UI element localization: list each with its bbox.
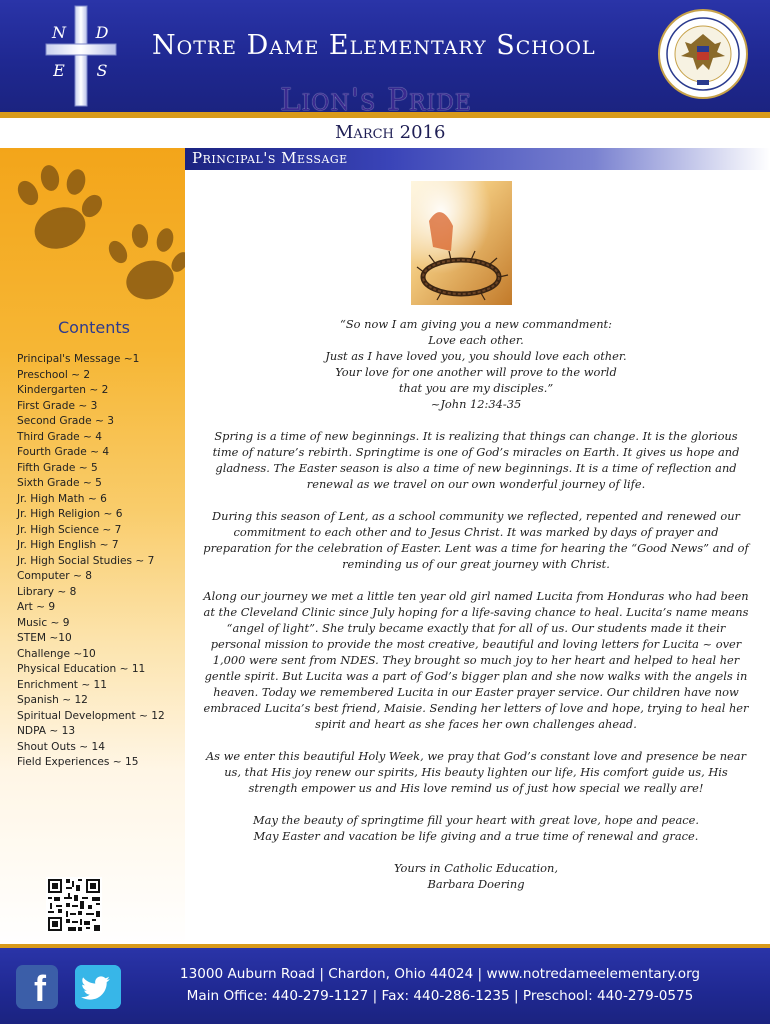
contents-item: Physical Education ~ 11 — [17, 663, 146, 675]
contents-item: Enrichment ~ 11 — [17, 678, 108, 691]
contents-item: Third Grade ~ 4 — [17, 430, 103, 443]
footer-address: 13000 Auburn Road | Chardon, Ohio 44024 | www.notredameelementary.org — [179, 966, 701, 982]
section-title: Principal's Message — [192, 149, 348, 167]
scripture-verse — [202, 316, 750, 412]
school-name: Notre Dame Elementary School — [152, 30, 596, 61]
verse-line: that you are my disciples.” — [398, 381, 554, 395]
contents-item: STEM ~10 — [17, 632, 72, 644]
facebook-icon[interactable]: f — [16, 965, 58, 1009]
contents-item: Preschool ~ 2 — [17, 368, 91, 381]
contents-item: Spanish ~ 12 — [17, 694, 88, 706]
contents-item: Music ~ 9 — [17, 616, 70, 629]
contents-item: Jr. High English ~ 7 — [17, 539, 119, 551]
verse-line: Just as I have loved you, you should love each other. — [325, 349, 627, 363]
principals-message — [202, 316, 750, 892]
blessing-line: May the beauty of springtime fill your heart with great love, hope and peace. — [253, 813, 699, 827]
logo-letter-e: E — [53, 61, 65, 80]
contents-item: Field Experiences ~ 15 — [17, 756, 139, 768]
contents-item: Fourth Grade ~ 4 — [17, 446, 110, 458]
contents-item: Second Grade ~ 3 — [17, 415, 115, 427]
logo-letter-n: N — [52, 23, 66, 42]
contents-item: Jr. High Science ~ 7 — [17, 523, 122, 536]
contents-item: First Grade ~ 3 — [17, 399, 98, 412]
contents-item: Jr. High Religion ~ 6 — [17, 508, 123, 520]
footer-phone-numbers: Main Office: 440-279-1127 | Fax: 440-286-1235 | Preschool: 440-279-0575 — [186, 988, 694, 1004]
contents-item: Sixth Grade ~ 5 — [17, 477, 102, 489]
verse-citation: ~John 12:34-35 — [430, 397, 522, 411]
contents-item: Jr. High Social Studies ~ 7 — [17, 554, 155, 567]
closing: Yours in Catholic Education, — [394, 861, 558, 875]
contents-item: Challenge ~10 — [17, 647, 96, 660]
blue-ribbon-seal-icon — [657, 8, 749, 100]
contents-item: Shout Outs ~ 14 — [17, 740, 105, 753]
contents-list — [17, 352, 165, 771]
signature: Barbara Doering — [427, 877, 525, 891]
verse-line: Love each other. — [428, 333, 524, 347]
contents-title: Contents — [58, 318, 130, 337]
contents-item: Spiritual Development ~ 12 — [17, 709, 165, 722]
verse-line: “So now I am giving you a new commandment: — [340, 317, 612, 331]
paw-prints-icon — [0, 148, 185, 318]
logo-letter-d: D — [95, 23, 109, 42]
contents-item: Kindergarten ~ 2 — [17, 384, 109, 396]
contents-item: Fifth Grade ~ 5 — [17, 461, 98, 474]
blessing-line: May Easter and vacation be life giving and a true time of renewal and grace. — [253, 829, 699, 843]
twitter-icon[interactable] — [75, 965, 121, 1009]
message-paragraph: Spring is a time of new beginnings. It is realizing that things can change. It is the glorious time of nature’s rebirth. Springtime is one of God’s miracles on Earth. It gives us hope and gladness. The Easter season is also a time of new beginnings. It is a time of reflection and renewal as we travel on our own wonderful journey of life. — [212, 429, 740, 491]
contents-item: Library ~ 8 — [17, 585, 77, 598]
message-paragraph: During this season of Lent, as a school community we reflected, repented and renewed our commitment to each other and to Jesus Christ. It was marked by days of prayer and preparation for the celebration of Easter. Lent was a time for hearing the “Good News” and of reminding us of our great journey with Christ. — [203, 509, 749, 571]
message-paragraph: Along our journey we met a little ten year old girl named Lucita from Honduras who had been at the Cleveland Clinic since July hoping for a life-saving chance to heal. Lucita’s name means “angel of light”. She truly became exactly that for all of us. Our students made it their personal mission to provide the most creative, beautiful and loving letters for Lucita ~ over 1,000 were sent from NDES. They brought so much joy to her heart and helped to heal her gentle spirit. But Lucita was a part of God’s bigger plan and she now walks with the angels in heaven. Today we remembered Lucita in our Easter prayer service. Our children have now embraced Lucita’s best friend, Maisie. Sending her letters of love and hope, trying to heal her spirit and heart as she faces her own challenges ahead. — [203, 589, 749, 731]
logo-letter-s: S — [96, 61, 108, 80]
crown-of-thorns-image — [411, 181, 512, 305]
contents-item: Computer ~ 8 — [17, 570, 93, 582]
contents-item: Principal's Message ~1 — [17, 353, 140, 365]
newsletter-title: Lion's Pride — [280, 82, 472, 118]
contents-item: Art ~ 9 — [17, 601, 56, 613]
message-paragraph: As we enter this beautiful Holy Week, we pray that God’s constant love and presence be near us, that His joy renew our spirits, His beauty lighten our life, His comfort guide us, His strength empower us and His love remind us of just how special we really are! — [205, 749, 747, 795]
qr-code-icon[interactable] — [46, 877, 102, 933]
verse-line: Your love for one another will prove to the world — [335, 365, 617, 379]
issue-date: March 2016 — [335, 122, 446, 143]
school-cross-logo — [40, 4, 122, 108]
contents-item: NDPA ~ 13 — [17, 725, 76, 737]
contents-item: Jr. High Math ~ 6 — [17, 492, 107, 505]
